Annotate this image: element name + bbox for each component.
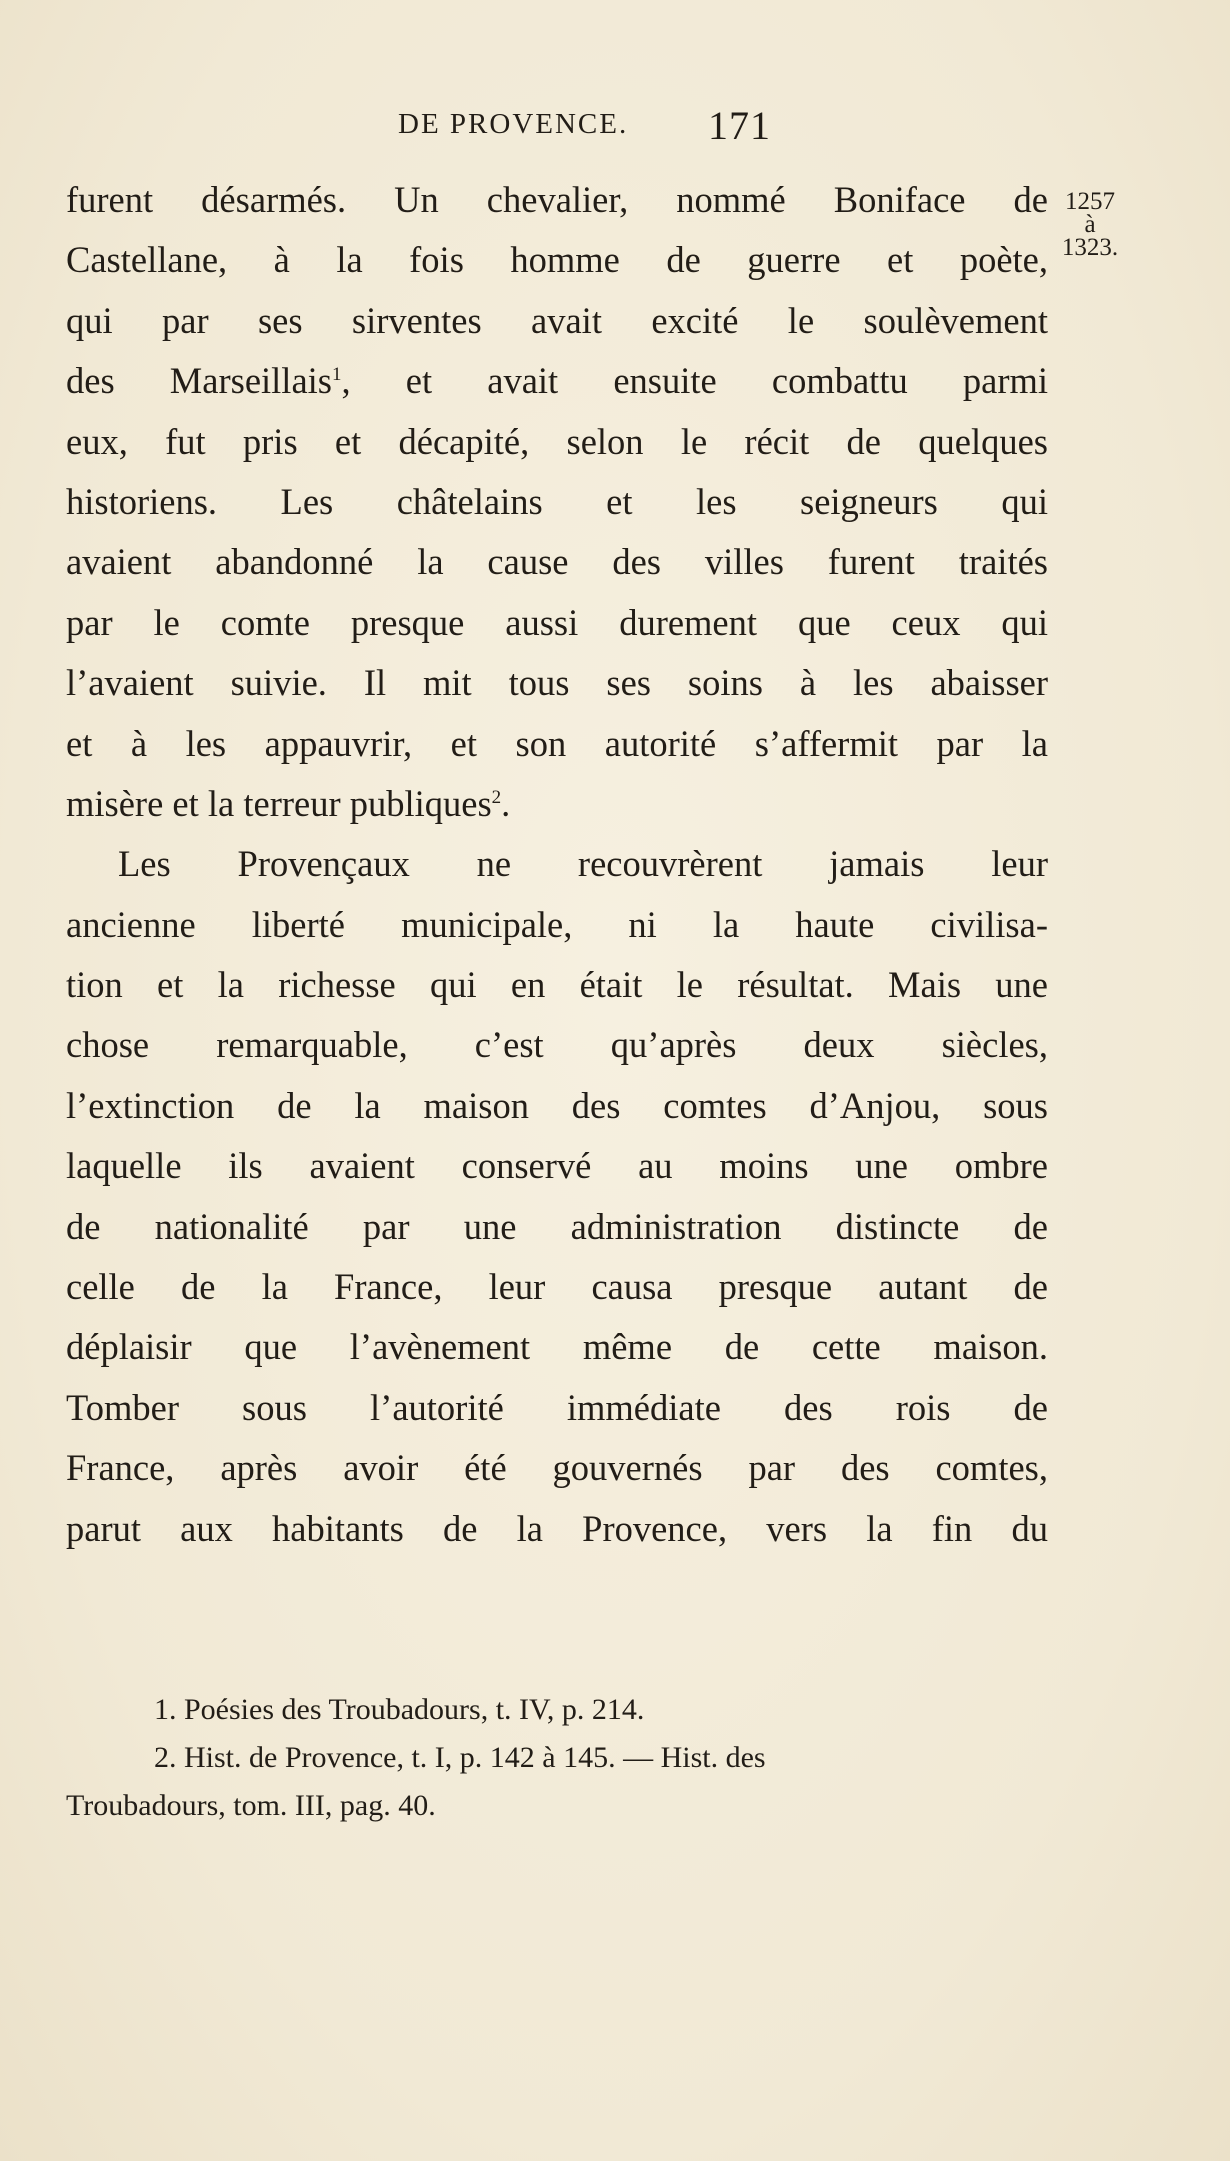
footnote-reference: 1 (332, 364, 342, 386)
text-line: tion et la richesse qui en était le résultat. Mais une (66, 964, 1048, 1006)
text-line: furent désarmés. Un chevalier, nommé Boniface de (66, 179, 1048, 220)
footnotes (66, 1686, 1046, 1830)
text-line: historiens. Les châtelains et les seigneurs qui (66, 480, 1048, 522)
text-line: de nationalité par une administration distincte de (66, 1205, 1048, 1247)
text-line: celle de la France, leur causa presque autant de (66, 1266, 1048, 1308)
running-title: DE PROVENCE. (398, 108, 629, 140)
text-segment: , et avait ensuite combattu parmi (341, 360, 1049, 402)
margin-year-end: 1323. (1061, 234, 1119, 261)
footnote-1: 1. Poésies des Troubadours, t. IV, p. 214. (154, 1693, 645, 1726)
text-line: l’avaient suivie. Il mit tous ses soins à les abaisser (66, 662, 1048, 704)
page-number: 171 (708, 103, 771, 148)
footnote-reference: 2 (491, 786, 502, 808)
text-line: parut aux habitants de la Provence, vers la fin du (66, 1507, 1048, 1549)
text-line: chose remarquable, c’est qu’après deux siècles, (66, 1024, 1048, 1066)
text-line (66, 351, 1048, 411)
footnote-2-continuation: Troubadours, tom. III, pag. 40. (66, 1789, 436, 1822)
body-text (66, 170, 1048, 1559)
text-line: par le comte presque aussi durement que ceux qui (66, 601, 1048, 643)
text-line: et à les appauvrir, et son autorité s’affermit par la (66, 722, 1048, 764)
text-segment: . (501, 782, 511, 824)
text-line: Les Provençaux ne recouvrèrent jamais leur (118, 843, 1048, 885)
text-segment: misère et la terreur publiques (66, 782, 492, 824)
text-segment: des Marseillais (66, 360, 332, 402)
text-line: l’extinction de la maison des comtes d’Anjou, sous (66, 1084, 1048, 1126)
text-line: avaient abandonné la cause des villes furent traités (66, 541, 1048, 583)
text-line (66, 774, 1048, 834)
text-line: qui par ses sirventes avait excité le soulèvement (66, 299, 1048, 341)
text-line: laquelle ils avaient conservé au moins une ombre (66, 1145, 1048, 1187)
margin-year-start: 1257 (1065, 188, 1115, 215)
text-line: ancienne liberté municipale, ni la haute civilisa- (66, 903, 1048, 945)
text-line: eux, fut pris et décapité, selon le récit de quelques (66, 420, 1048, 462)
footnote-2: 2. Hist. de Provence, t. I, p. 142 à 145. — Hist. des (154, 1741, 766, 1774)
margin-date-note (1050, 190, 1130, 259)
text-line: Tomber sous l’autorité immédiate des rois de (66, 1386, 1048, 1428)
margin-conjunction: à (1084, 211, 1096, 238)
text-line: déplaisir que l’avènement même de cette maison. (66, 1326, 1048, 1368)
text-line: Castellane, à la fois homme de guerre et poète, (66, 239, 1048, 281)
text-line: France, après avoir été gouvernés par des comtes, (66, 1447, 1048, 1489)
